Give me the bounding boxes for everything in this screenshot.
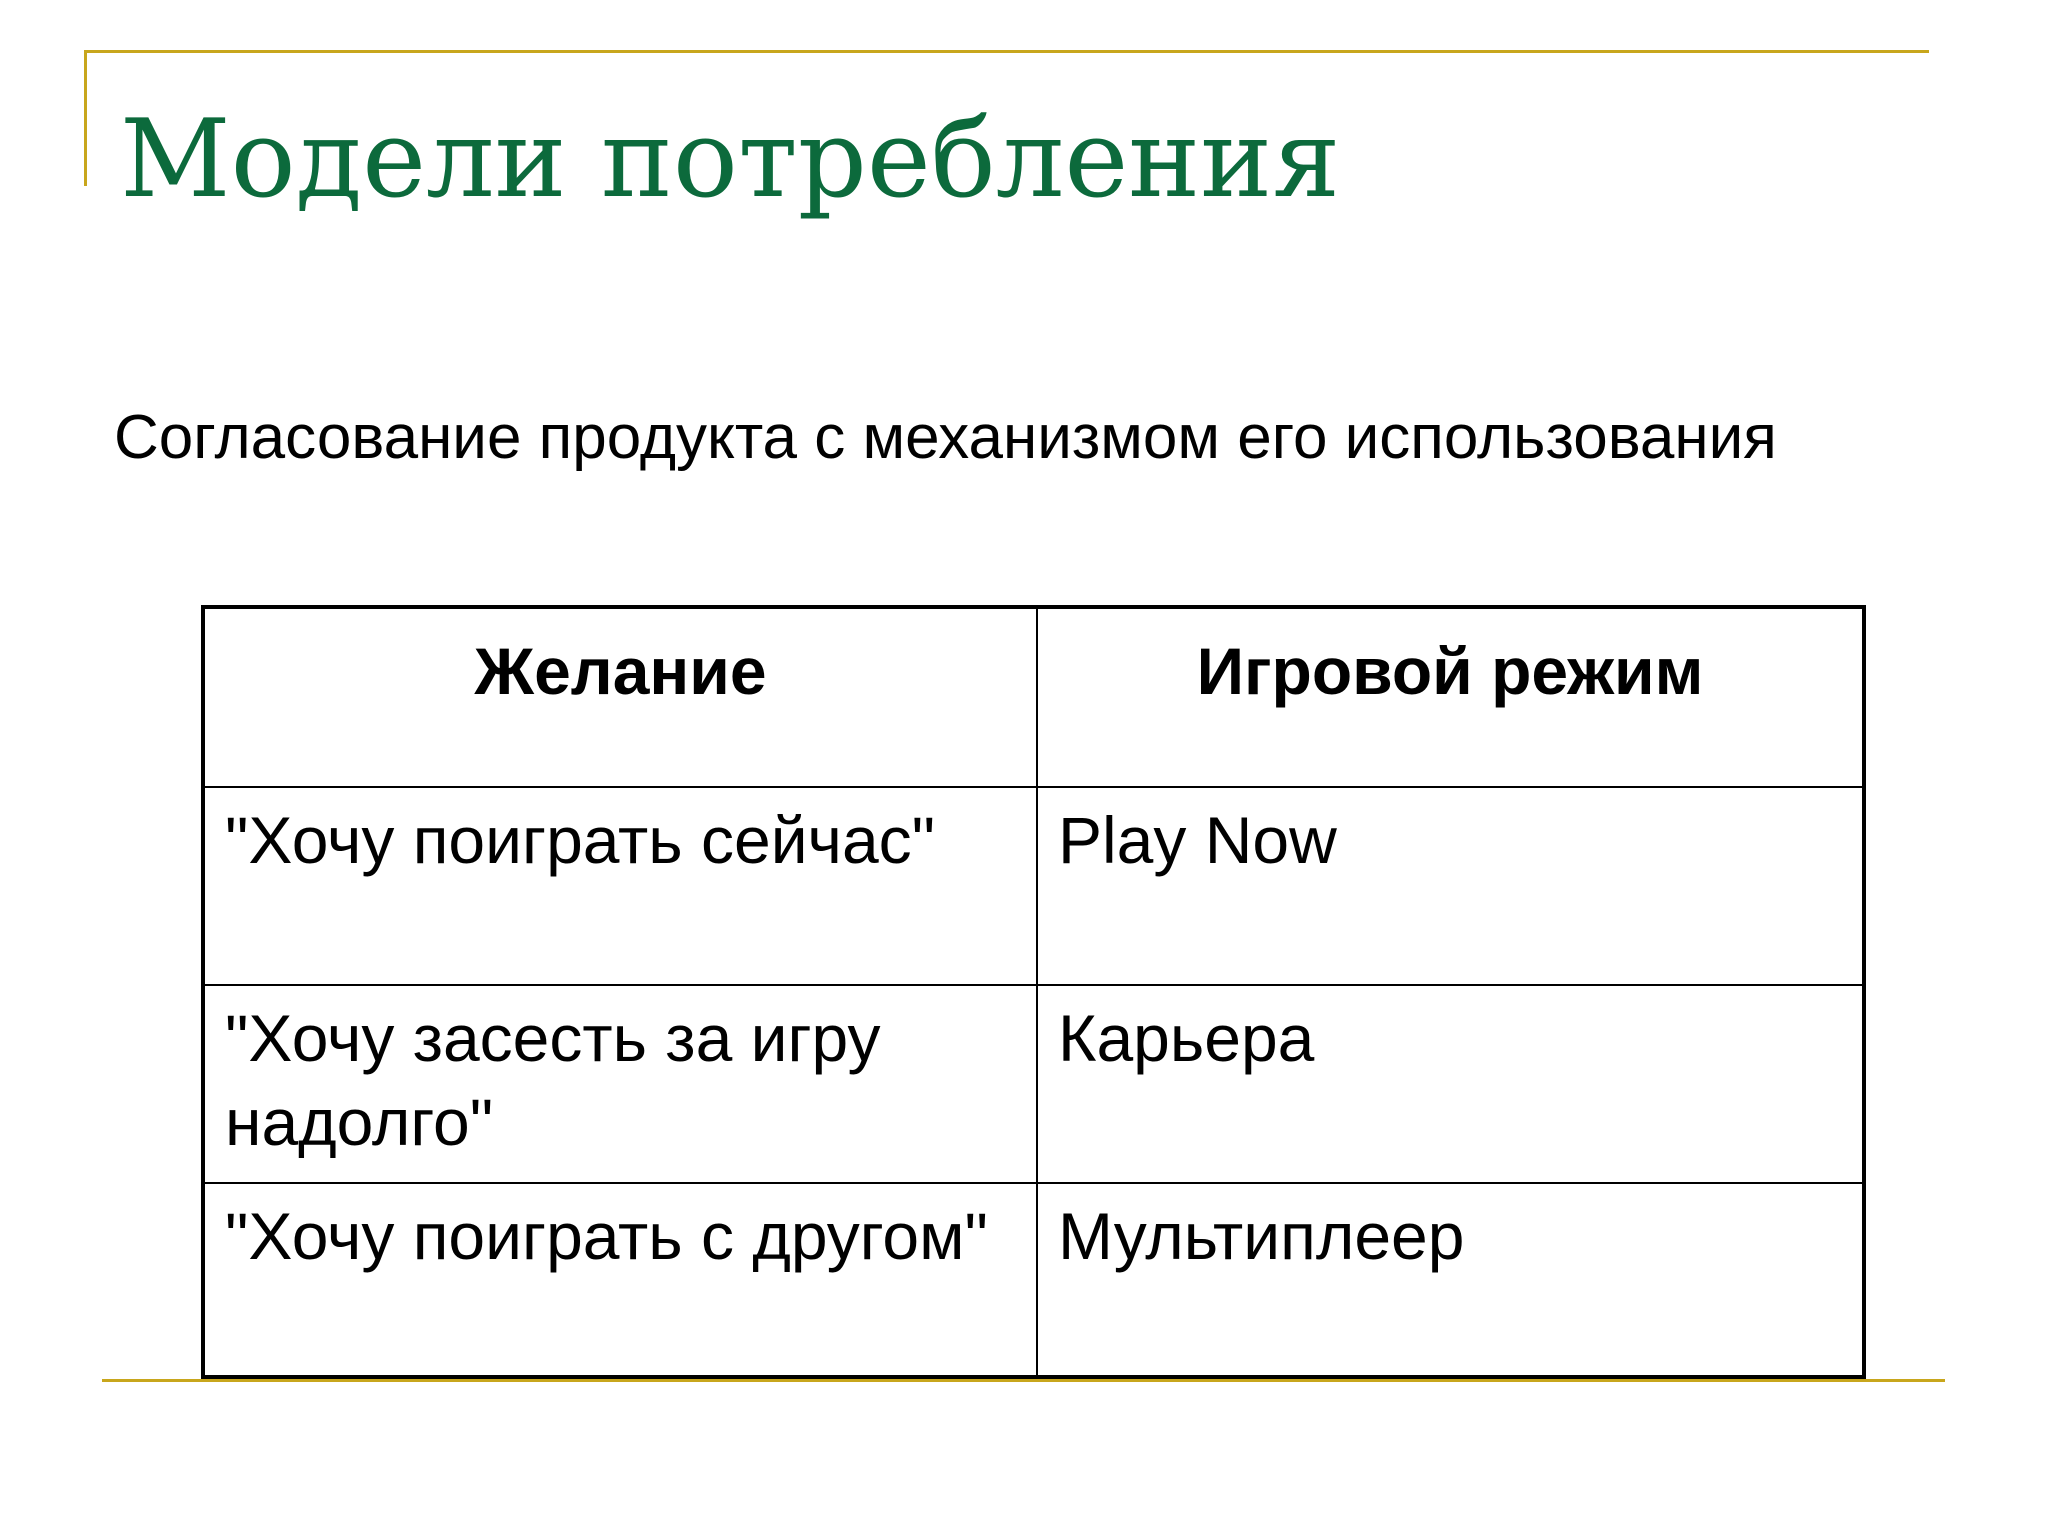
table-cell-mode: Мультиплеер bbox=[1058, 1199, 1465, 1273]
table-cell-wish: "Хочу поиграть с другом" bbox=[225, 1199, 988, 1273]
table-cell-wish: "Хочу засесть за игру надолго" bbox=[225, 1001, 881, 1159]
table-cell-mode: Карьера bbox=[1058, 1001, 1315, 1075]
frame-top-line bbox=[84, 50, 1929, 53]
table-header-cell: Желание bbox=[474, 634, 767, 708]
slide-title: Модели потребления bbox=[120, 97, 1341, 222]
frame-bottom-line bbox=[102, 1379, 1945, 1382]
frame-left-line bbox=[84, 50, 87, 186]
table-cell-mode: Play Now bbox=[1058, 803, 1337, 877]
table-cell-wish: "Хочу поиграть сейчас" bbox=[225, 803, 936, 877]
table-header-cell: Игровой режим bbox=[1196, 634, 1704, 708]
modes-table bbox=[201, 605, 1866, 1379]
slide-subtitle: Согласование продукта с механизмом его использования bbox=[114, 403, 1777, 472]
